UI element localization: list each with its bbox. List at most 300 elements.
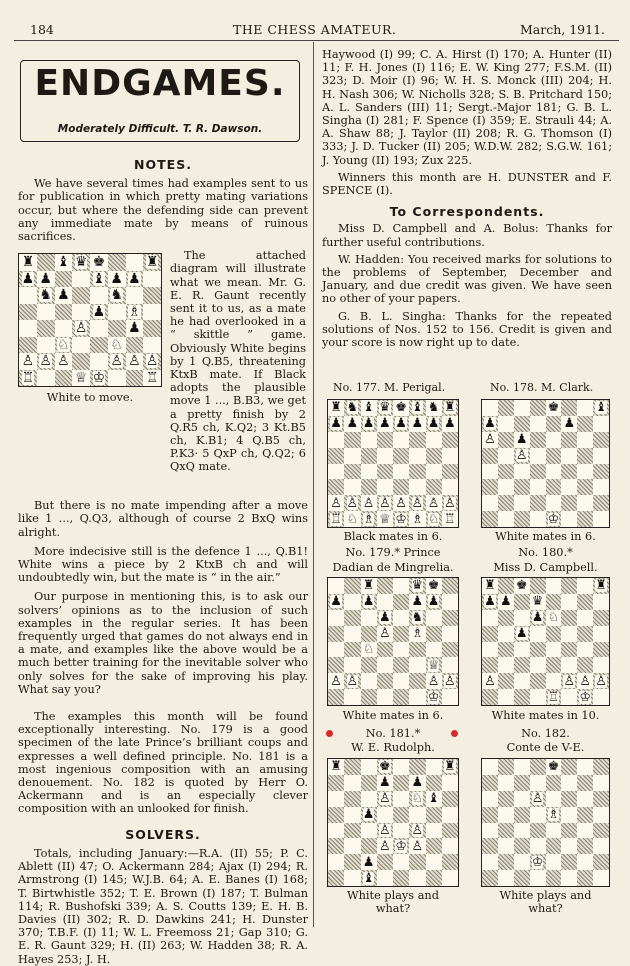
board-square bbox=[90, 337, 108, 354]
board-square bbox=[361, 775, 377, 791]
board-square bbox=[393, 775, 409, 791]
black-king-piece: ♚ bbox=[427, 578, 440, 594]
board-square bbox=[577, 448, 593, 464]
board-square bbox=[377, 759, 393, 775]
board-square bbox=[143, 304, 161, 321]
board-square bbox=[426, 775, 442, 791]
black-knight-piece: ♞ bbox=[110, 287, 123, 304]
board-square bbox=[442, 432, 458, 448]
board-square bbox=[593, 495, 609, 511]
board-square bbox=[126, 304, 144, 321]
board-square bbox=[442, 495, 458, 511]
title-box bbox=[20, 60, 300, 142]
problem-178-caption: White mates in 6. bbox=[495, 530, 596, 543]
board-square bbox=[377, 673, 393, 689]
board-square bbox=[143, 370, 161, 387]
board-square bbox=[328, 759, 344, 775]
board-square bbox=[426, 416, 442, 432]
board-square bbox=[530, 432, 546, 448]
board-square bbox=[72, 254, 90, 271]
problem-181-author: W. E. Rudolph. bbox=[351, 741, 435, 754]
white-pawn-piece: ♙ bbox=[579, 673, 592, 689]
board-square bbox=[546, 416, 562, 432]
notes-paragraph-3: But there is no mate impending after a move like 1 ..., Q.Q3, although of course 2 BxQ wins alright. bbox=[18, 499, 308, 539]
board-square bbox=[37, 353, 55, 370]
board-square bbox=[577, 479, 593, 495]
board-square bbox=[546, 870, 562, 886]
board-square bbox=[561, 511, 577, 527]
board-square bbox=[361, 578, 377, 594]
board-square bbox=[546, 495, 562, 511]
board-square bbox=[55, 304, 73, 321]
board-square bbox=[328, 642, 344, 658]
board-square bbox=[577, 464, 593, 480]
board-square bbox=[561, 400, 577, 416]
black-rook-piece: ♜ bbox=[362, 578, 375, 594]
white-rook-piece: ♖ bbox=[145, 369, 159, 386]
board-square bbox=[546, 400, 562, 416]
board-square bbox=[577, 791, 593, 807]
board-square bbox=[546, 838, 562, 854]
board-square bbox=[328, 432, 344, 448]
board-square bbox=[377, 626, 393, 642]
board-square bbox=[409, 448, 425, 464]
board-square bbox=[409, 657, 425, 673]
board-square bbox=[442, 807, 458, 823]
board-square bbox=[530, 610, 546, 626]
board-square bbox=[593, 689, 609, 705]
board-square bbox=[19, 337, 37, 354]
problem-177-title: No. 177. M. Perigal. bbox=[333, 381, 446, 394]
problem-180-board bbox=[481, 577, 610, 706]
board-square bbox=[393, 642, 409, 658]
white-pawn-piece: ♙ bbox=[411, 495, 424, 511]
board-square bbox=[482, 642, 498, 658]
board-square bbox=[498, 400, 514, 416]
black-queen-piece: ♛ bbox=[531, 594, 544, 610]
board-square bbox=[514, 854, 530, 870]
board-square bbox=[593, 511, 609, 527]
board-square bbox=[19, 271, 37, 288]
board-square bbox=[530, 689, 546, 705]
board-square bbox=[409, 689, 425, 705]
board-square bbox=[442, 689, 458, 705]
board-square bbox=[561, 448, 577, 464]
white-rook-piece: ♖ bbox=[444, 511, 456, 527]
board-square bbox=[577, 657, 593, 673]
board-square bbox=[546, 594, 562, 610]
white-pawn-piece: ♙ bbox=[379, 791, 391, 807]
board-square bbox=[72, 304, 90, 321]
white-knight-piece: ♘ bbox=[110, 336, 123, 353]
board-square bbox=[577, 511, 593, 527]
board-square bbox=[577, 854, 593, 870]
black-knight-piece: ♞ bbox=[427, 400, 440, 416]
board-square bbox=[361, 610, 377, 626]
board-square bbox=[328, 657, 344, 673]
black-pawn-piece: ♟ bbox=[411, 416, 424, 432]
board-square bbox=[498, 495, 514, 511]
board-square bbox=[361, 807, 377, 823]
board-square bbox=[561, 642, 577, 658]
board-square bbox=[361, 838, 377, 854]
board-square bbox=[108, 370, 126, 387]
board-square bbox=[482, 511, 498, 527]
board-square bbox=[126, 370, 144, 387]
board-square bbox=[426, 578, 442, 594]
white-bishop-piece: ♗ bbox=[411, 626, 424, 642]
board-square bbox=[593, 400, 609, 416]
board-square bbox=[514, 642, 530, 658]
board-square bbox=[55, 254, 73, 271]
board-square bbox=[377, 823, 393, 839]
board-square bbox=[482, 689, 498, 705]
board-square bbox=[514, 775, 530, 791]
board-square bbox=[426, 642, 442, 658]
board-square bbox=[108, 337, 126, 354]
white-pawn-piece: ♙ bbox=[444, 673, 456, 689]
board-square bbox=[328, 870, 344, 886]
board-square bbox=[530, 511, 546, 527]
black-pawn-piece: ♟ bbox=[128, 320, 141, 337]
board-square bbox=[37, 287, 55, 304]
board-square bbox=[498, 642, 514, 658]
board-square bbox=[344, 838, 360, 854]
board-square bbox=[409, 838, 425, 854]
board-square bbox=[546, 673, 562, 689]
black-bishop-piece: ♝ bbox=[362, 870, 375, 886]
black-rook-piece: ♜ bbox=[444, 400, 456, 416]
board-square bbox=[482, 823, 498, 839]
board-square bbox=[530, 464, 546, 480]
board-square bbox=[426, 432, 442, 448]
board-square bbox=[90, 271, 108, 288]
solvers-heading: SOLVERS. bbox=[125, 826, 201, 842]
board-square bbox=[361, 626, 377, 642]
board-square bbox=[514, 416, 530, 432]
board-square bbox=[561, 775, 577, 791]
board-square bbox=[108, 254, 126, 271]
board-square bbox=[561, 416, 577, 432]
board-square bbox=[482, 578, 498, 594]
black-bishop-piece: ♝ bbox=[595, 400, 607, 416]
board-square bbox=[328, 775, 344, 791]
black-pawn-piece: ♟ bbox=[92, 303, 106, 320]
board-square bbox=[393, 759, 409, 775]
board-square bbox=[546, 448, 562, 464]
board-square bbox=[361, 823, 377, 839]
board-square bbox=[514, 823, 530, 839]
board-square bbox=[577, 870, 593, 886]
board-square bbox=[546, 464, 562, 480]
board-square bbox=[393, 479, 409, 495]
page-number: 184 bbox=[30, 22, 54, 37]
board-square bbox=[577, 807, 593, 823]
board-square bbox=[19, 304, 37, 321]
board-square bbox=[393, 495, 409, 511]
notes-heading: NOTES. bbox=[134, 157, 192, 172]
board-square bbox=[593, 854, 609, 870]
board-square bbox=[498, 791, 514, 807]
board-square bbox=[361, 416, 377, 432]
black-pawn-piece: ♟ bbox=[411, 775, 424, 791]
board-square bbox=[426, 870, 442, 886]
board-square bbox=[393, 448, 409, 464]
board-square bbox=[344, 610, 360, 626]
board-square bbox=[393, 838, 409, 854]
board-square bbox=[409, 610, 425, 626]
problem-181-heading: No. 181.* bbox=[365, 727, 421, 740]
board-square bbox=[482, 610, 498, 626]
board-square bbox=[344, 870, 360, 886]
problem-179-author: Dadian de Mingrelia. bbox=[332, 561, 454, 574]
board-square bbox=[514, 870, 530, 886]
board-square bbox=[344, 416, 360, 432]
black-rook-piece: ♜ bbox=[484, 578, 496, 594]
board-square bbox=[561, 838, 577, 854]
board-square bbox=[361, 759, 377, 775]
board-square bbox=[393, 594, 409, 610]
board-square bbox=[409, 578, 425, 594]
board-square bbox=[361, 594, 377, 610]
board-square bbox=[377, 448, 393, 464]
white-pawn-piece: ♙ bbox=[411, 838, 424, 854]
section-title: ENDGAMES. bbox=[34, 63, 286, 104]
board-square bbox=[530, 448, 546, 464]
board-square bbox=[442, 673, 458, 689]
board-square bbox=[55, 353, 73, 370]
board-square bbox=[593, 594, 609, 610]
board-square bbox=[361, 673, 377, 689]
board-square bbox=[514, 495, 530, 511]
board-square bbox=[344, 448, 360, 464]
board-square bbox=[442, 610, 458, 626]
board-square bbox=[482, 432, 498, 448]
white-rook-piece: ♖ bbox=[330, 511, 342, 527]
board-square bbox=[377, 511, 393, 527]
board-square bbox=[482, 626, 498, 642]
board-square bbox=[126, 271, 144, 288]
board-square bbox=[409, 791, 425, 807]
board-square bbox=[442, 791, 458, 807]
board-square bbox=[482, 448, 498, 464]
black-knight-piece: ♞ bbox=[39, 287, 52, 304]
board-square bbox=[442, 464, 458, 480]
board-square bbox=[577, 594, 593, 610]
board-square bbox=[593, 626, 609, 642]
board-square bbox=[514, 448, 530, 464]
black-pawn-piece: ♟ bbox=[21, 270, 35, 287]
solvers-list-left: Totals, including January:—R.A. (II) 55; P. C. Ablett (II) 47; O. Ackermann 284; Ajax (I) 294; R. Armstrong (I) 145; W.J.B. 64; A. E. Banes (I) 168; T. Birtwhistle 352; T. E. Brown (I) 187; T. Bulman 114; R. Bushofski 339; A. S. Coutts 139; E. H. B. Davies (II) 302; R. D. Dawkins 241; H. Dunster 370; T.B.F. (I) 11; W. L. Freemoss 21; Gap 310; G. E. R. Gaunt 329; H. (II) 263; W. Hadden 38; R. A. Hayes 253; J. H. bbox=[18, 846, 308, 966]
board-square bbox=[593, 464, 609, 480]
white-pawn-piece: ♙ bbox=[484, 673, 496, 689]
board-square bbox=[561, 578, 577, 594]
board-square bbox=[37, 254, 55, 271]
black-pawn-piece: ♟ bbox=[484, 416, 496, 432]
white-pawn-piece: ♙ bbox=[379, 626, 391, 642]
board-square bbox=[498, 511, 514, 527]
board-square bbox=[409, 432, 425, 448]
board-square bbox=[393, 416, 409, 432]
white-pawn-piece: ♙ bbox=[128, 353, 141, 370]
board-square bbox=[546, 642, 562, 658]
board-square bbox=[393, 578, 409, 594]
board-square bbox=[393, 807, 409, 823]
white-pawn-piece: ♙ bbox=[379, 495, 391, 511]
board-square bbox=[514, 610, 530, 626]
board-square bbox=[514, 838, 530, 854]
black-knight-piece: ♞ bbox=[411, 610, 424, 626]
board-square bbox=[482, 673, 498, 689]
board-square bbox=[90, 254, 108, 271]
board-square bbox=[442, 416, 458, 432]
board-square bbox=[37, 320, 55, 337]
board-square bbox=[393, 511, 409, 527]
board-square bbox=[19, 287, 37, 304]
white-pawn-piece: ♙ bbox=[110, 353, 123, 370]
white-bishop-piece: ♗ bbox=[547, 807, 560, 823]
board-square bbox=[377, 854, 393, 870]
board-square bbox=[482, 495, 498, 511]
board-square bbox=[409, 854, 425, 870]
white-pawn-piece: ♙ bbox=[330, 673, 342, 689]
board-square bbox=[344, 854, 360, 870]
board-square bbox=[593, 673, 609, 689]
problem-180-caption: White mates in 10. bbox=[491, 709, 600, 722]
board-square bbox=[530, 400, 546, 416]
notes-paragraph-4: More indecisive still is the defence 1 ..., Q.B1! White wins a piece by 2 KtxB ch and will undoubtedly win, but the mate is “ in the air.” bbox=[18, 544, 308, 585]
board-square bbox=[328, 400, 344, 416]
black-pawn-piece: ♟ bbox=[395, 416, 407, 432]
board-square bbox=[561, 432, 577, 448]
board-square bbox=[482, 870, 498, 886]
board-square bbox=[482, 854, 498, 870]
white-pawn-piece: ♙ bbox=[427, 673, 440, 689]
board-square bbox=[409, 495, 425, 511]
problem-179-board bbox=[327, 577, 459, 706]
board-square bbox=[426, 626, 442, 642]
board-square bbox=[108, 320, 126, 337]
board-square bbox=[482, 807, 498, 823]
left-column bbox=[18, 48, 308, 966]
board-square bbox=[344, 775, 360, 791]
board-square bbox=[393, 823, 409, 839]
board-square bbox=[442, 578, 458, 594]
board-square bbox=[393, 689, 409, 705]
board-square bbox=[55, 271, 73, 288]
board-square bbox=[498, 464, 514, 480]
white-rook-piece: ♖ bbox=[547, 689, 560, 705]
correspondents-paragraph-1: Miss D. Campbell and A. Bolus: Thanks for further useful contributions. bbox=[322, 222, 612, 249]
board-square bbox=[55, 337, 73, 354]
board-square bbox=[498, 870, 514, 886]
black-pawn-piece: ♟ bbox=[379, 416, 391, 432]
black-pawn-piece: ♟ bbox=[128, 270, 141, 287]
white-king-piece: ♔ bbox=[579, 689, 592, 705]
black-pawn-piece: ♟ bbox=[330, 416, 342, 432]
black-rook-piece: ♜ bbox=[330, 400, 342, 416]
board-square bbox=[593, 870, 609, 886]
board-square bbox=[593, 578, 609, 594]
board-square bbox=[498, 432, 514, 448]
board-square bbox=[377, 594, 393, 610]
board-square bbox=[90, 370, 108, 387]
board-square bbox=[72, 353, 90, 370]
board-square bbox=[546, 626, 562, 642]
board-square bbox=[393, 432, 409, 448]
board-square bbox=[482, 657, 498, 673]
white-queen-piece: ♕ bbox=[427, 657, 440, 673]
board-square bbox=[514, 432, 530, 448]
column-divider bbox=[313, 42, 314, 927]
board-square bbox=[498, 626, 514, 642]
board-square bbox=[37, 271, 55, 288]
white-king-piece: ♔ bbox=[92, 369, 106, 386]
board-square bbox=[577, 689, 593, 705]
black-king-piece: ♚ bbox=[395, 400, 407, 416]
problem-180-heading: No. 180.* bbox=[518, 546, 573, 559]
board-square bbox=[72, 320, 90, 337]
board-square bbox=[561, 464, 577, 480]
board-square bbox=[344, 594, 360, 610]
board-square bbox=[442, 657, 458, 673]
board-square bbox=[328, 791, 344, 807]
board-square bbox=[90, 320, 108, 337]
board-square bbox=[593, 791, 609, 807]
problem-182-author: Conte de V-E. bbox=[506, 741, 585, 754]
board-square bbox=[377, 464, 393, 480]
board-square bbox=[377, 578, 393, 594]
board-square bbox=[426, 448, 442, 464]
board-square bbox=[393, 870, 409, 886]
problem-180-author: Miss D. Campbell. bbox=[493, 561, 598, 574]
problem-181-board bbox=[327, 758, 459, 887]
board-square bbox=[72, 287, 90, 304]
board-square bbox=[37, 370, 55, 387]
black-bishop-piece: ♝ bbox=[427, 791, 440, 807]
notes-paragraph-2-wrap bbox=[170, 249, 306, 473]
board-square bbox=[344, 689, 360, 705]
board-square bbox=[530, 823, 546, 839]
board-square bbox=[19, 370, 37, 387]
board-square bbox=[377, 791, 393, 807]
white-pawn-piece: ♙ bbox=[379, 822, 391, 838]
board-square bbox=[498, 673, 514, 689]
board-square bbox=[561, 791, 577, 807]
solvers-winners: Winners this month are H. DUNSTER and F. SPENCE (I). bbox=[322, 170, 612, 198]
white-knight-piece: ♘ bbox=[547, 610, 560, 626]
board-square bbox=[530, 626, 546, 642]
board-square bbox=[546, 791, 562, 807]
board-square bbox=[90, 287, 108, 304]
board-square bbox=[55, 370, 73, 387]
black-pawn-piece: ♟ bbox=[379, 775, 391, 791]
black-pawn-piece: ♟ bbox=[499, 594, 512, 610]
board-square bbox=[409, 870, 425, 886]
board-square bbox=[328, 689, 344, 705]
board-square bbox=[561, 495, 577, 511]
white-knight-piece: ♘ bbox=[427, 511, 440, 527]
board-square bbox=[344, 657, 360, 673]
board-square bbox=[90, 353, 108, 370]
board-square bbox=[108, 353, 126, 370]
problem-178-heading bbox=[490, 381, 610, 394]
board-square bbox=[344, 479, 360, 495]
problem-179-caption: White mates in 6. bbox=[342, 709, 444, 722]
black-bishop-piece: ♝ bbox=[92, 270, 106, 287]
board-square bbox=[361, 689, 377, 705]
board-square bbox=[561, 854, 577, 870]
